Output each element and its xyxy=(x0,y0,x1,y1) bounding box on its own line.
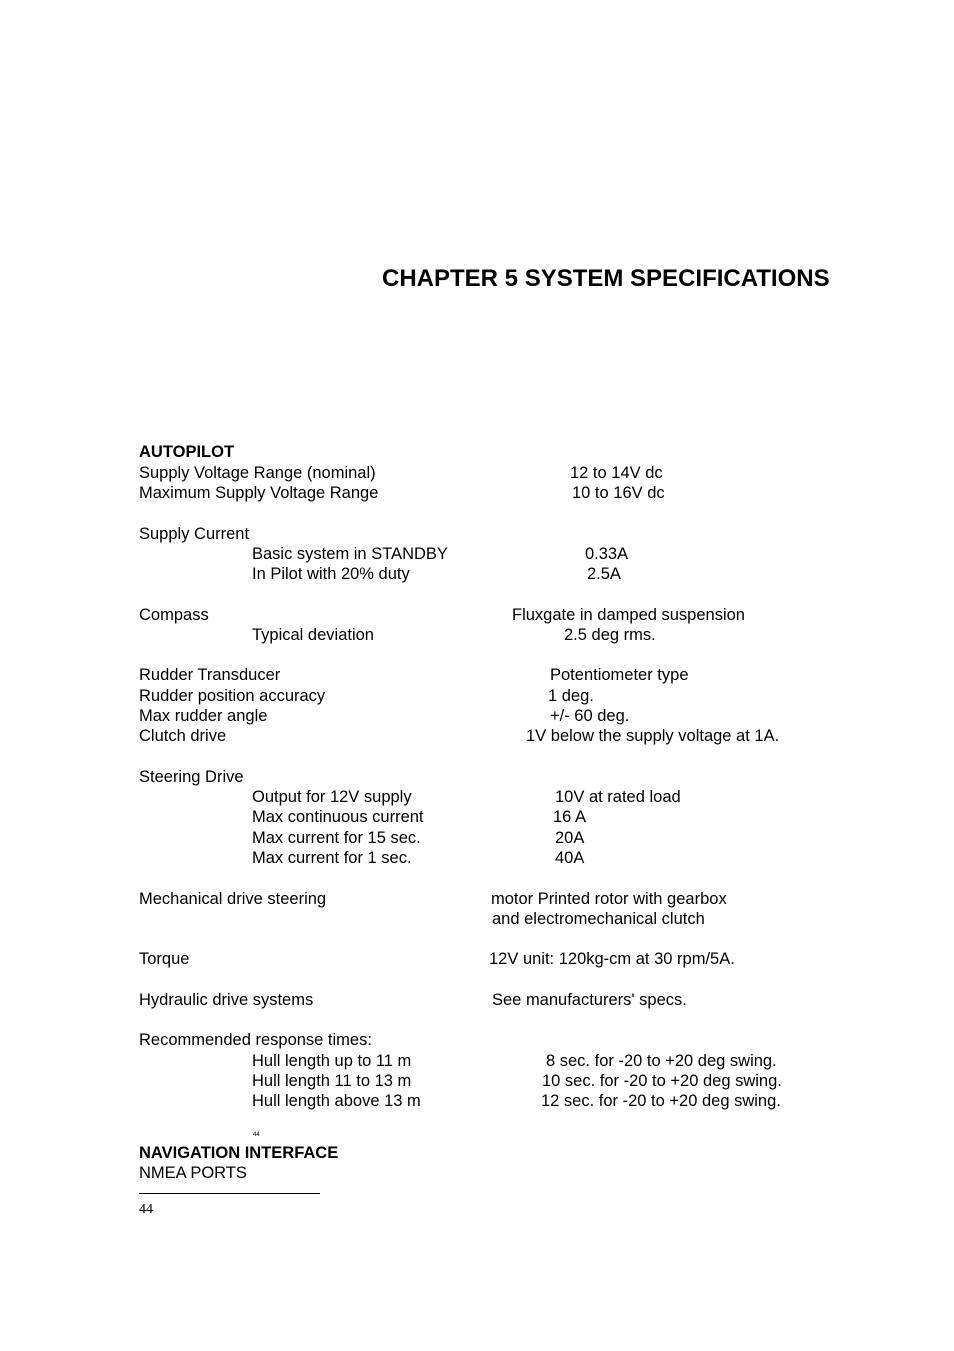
spec-value: 12 sec. for -20 to +20 deg swing. xyxy=(541,1092,781,1110)
spec-label: In Pilot with 20% duty xyxy=(252,565,410,583)
spec-value: Fluxgate in damped suspension xyxy=(512,606,745,624)
page-number: 44 xyxy=(139,1202,153,1217)
spec-value: 1 deg. xyxy=(548,687,594,705)
spec-value: Potentiometer type xyxy=(550,666,689,684)
spec-value: 40A xyxy=(555,849,585,867)
spec-label: Mechanical drive steering xyxy=(139,890,327,908)
spec-label: Torque xyxy=(139,950,190,968)
spec-label: Supply Current xyxy=(139,525,250,543)
spec-label: Max current for 1 sec. xyxy=(252,849,412,867)
spec-label: Rudder Transducer xyxy=(139,666,281,684)
spec-value: +/- 60 deg. xyxy=(550,707,630,725)
spec-label: Clutch drive xyxy=(139,727,227,745)
spec-value: 12V unit: 120kg-cm at 30 rpm/5A. xyxy=(489,950,735,968)
spec-value: 1V below the supply voltage at 1A. xyxy=(526,727,780,745)
section-heading-autopilot: AUTOPILOT xyxy=(139,443,235,461)
spec-label: Max continuous current xyxy=(252,808,424,826)
page-title: CHAPTER 5 SYSTEM SPECIFICATIONS xyxy=(382,265,830,292)
spec-label: Rudder position accuracy xyxy=(139,687,326,705)
footnote-divider xyxy=(139,1193,320,1194)
spec-value: and electromechanical clutch xyxy=(492,910,705,928)
spec-value: 10V at rated load xyxy=(555,788,681,806)
spec-value: 0.33A xyxy=(585,545,629,563)
spec-label: Hull length up to 11 m xyxy=(252,1052,412,1070)
spec-value: 16 A xyxy=(553,808,587,826)
spec-label: Max rudder angle xyxy=(139,707,268,725)
spec-label: Maximum Supply Voltage Range xyxy=(139,484,379,502)
spec-label: Max current for 15 sec. xyxy=(252,829,421,847)
spec-label: Basic system in STANDBY xyxy=(252,545,448,563)
spec-label: Recommended response times: xyxy=(139,1031,372,1049)
spec-label: Hull length 11 to 13 m xyxy=(252,1072,412,1090)
spec-value: See manufacturers' specs. xyxy=(492,991,687,1009)
spec-label: Output for 12V supply xyxy=(252,788,412,806)
spec-value: 8 sec. for -20 to +20 deg swing. xyxy=(546,1052,777,1070)
tiny-page-mark: 44 xyxy=(253,1132,260,1138)
spec-label: Supply Voltage Range (nominal) xyxy=(139,464,376,482)
spec-label: Compass xyxy=(139,606,209,624)
spec-label: Steering Drive xyxy=(139,768,244,786)
spec-value: 10 to 16V dc xyxy=(572,484,665,502)
spec-value: motor Printed rotor with gearbox xyxy=(491,890,727,908)
spec-value: 10 sec. for -20 to +20 deg swing. xyxy=(542,1072,782,1090)
spec-label: Hydraulic drive systems xyxy=(139,991,314,1009)
spec-value: 12 to 14V dc xyxy=(570,464,663,482)
section-heading-navigation-interface: NAVIGATION INTERFACE xyxy=(139,1144,339,1162)
spec-label: Hull length above 13 m xyxy=(252,1092,421,1110)
spec-value: 2.5A xyxy=(587,565,621,583)
subheading-nmea-ports: NMEA PORTS xyxy=(139,1164,247,1182)
spec-label: Typical deviation xyxy=(252,626,374,644)
spec-value: 20A xyxy=(555,829,585,847)
spec-value: 2.5 deg rms. xyxy=(564,626,656,644)
